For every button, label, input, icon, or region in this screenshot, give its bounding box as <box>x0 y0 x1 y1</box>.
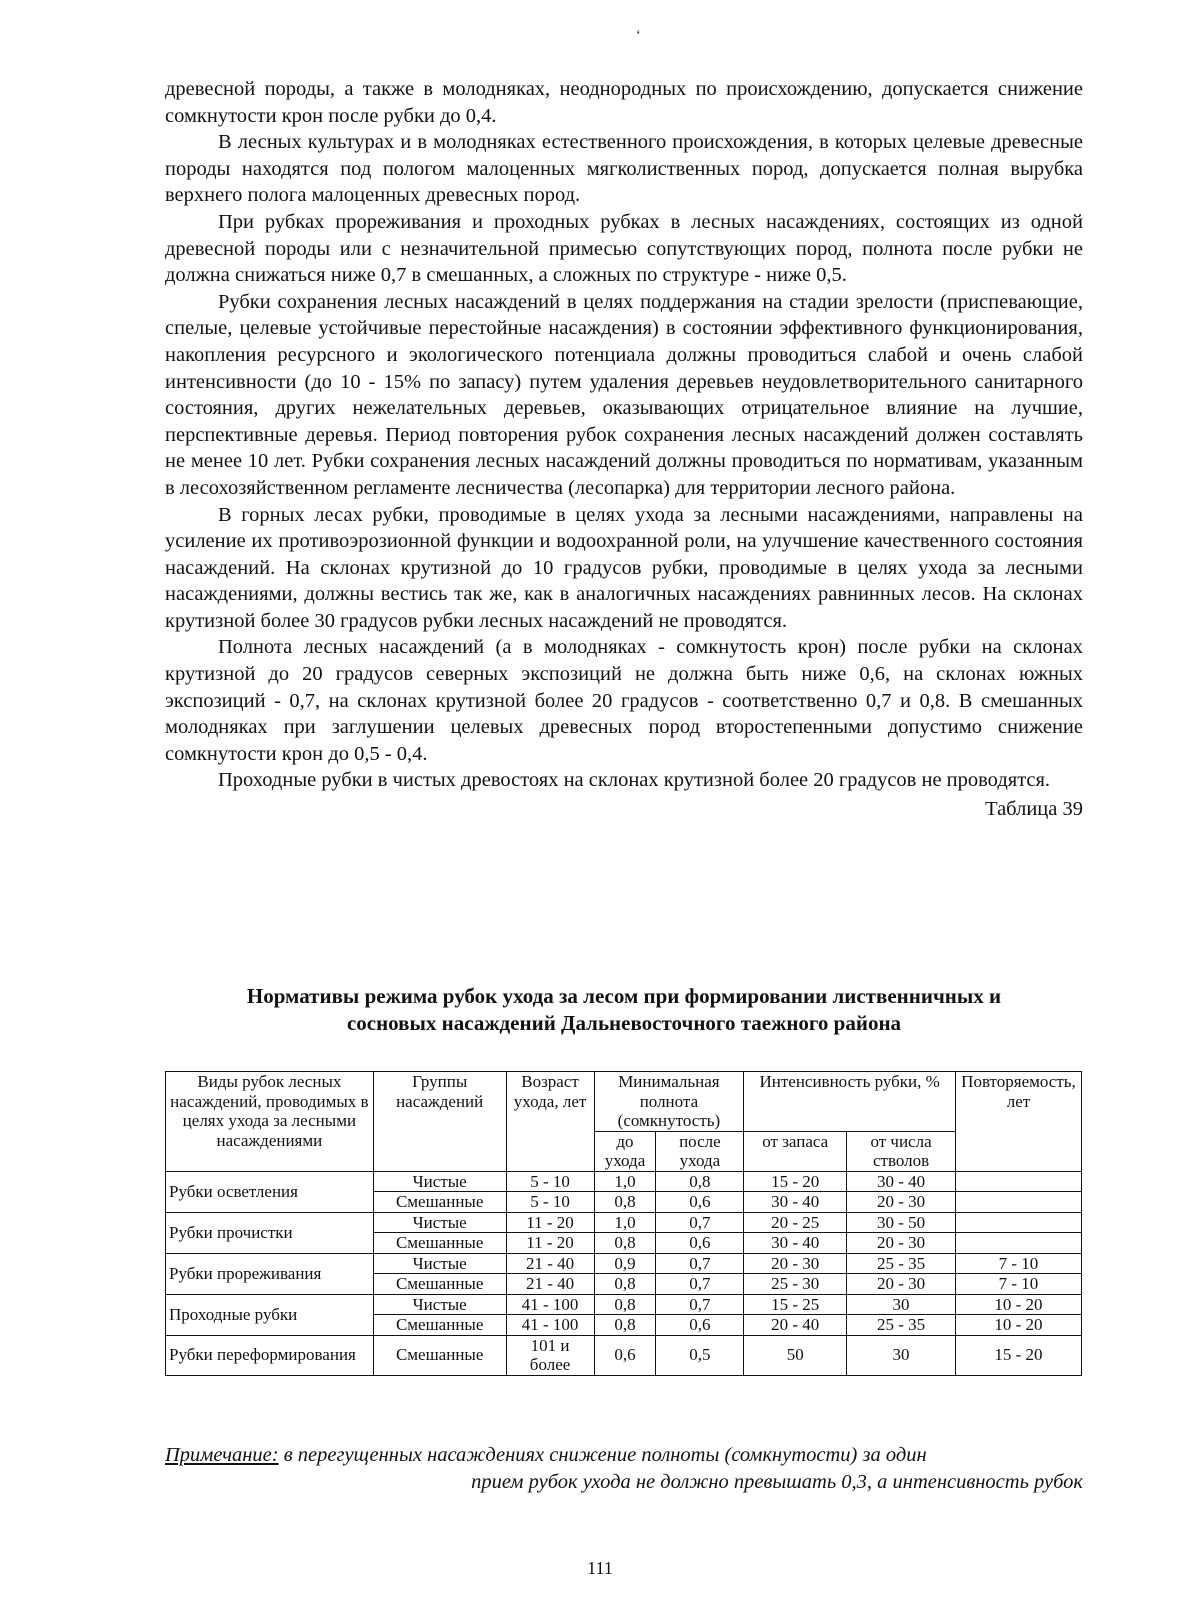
cell-stock: 30 - 40 <box>744 1192 847 1213</box>
paragraph-5: В горных лесах рубки, проводимые в целях ухода за лесными насаждениями, направлены на усиление их противоэрозионной функции и водоохранной роли, на улучшение качественного состояния насаждений. На склонах крутизной до 10 градусов рубки, проводимые в целях ухода за лесными насаждениями, должны вестись так же, как в аналогичных насаждениях равнинных лесов. На склонах крутизной более 30 градусов рубки лесных насаждений не проводятся. <box>165 503 1083 632</box>
header-intensity-stock: от запаса <box>744 1131 847 1171</box>
cell-before: 0,8 <box>594 1274 656 1295</box>
cell-group: Чистые <box>373 1171 506 1192</box>
header-density-before: до ухода <box>594 1131 656 1171</box>
cell-repeat: 7 - 10 <box>955 1274 1081 1295</box>
cell-trunks: 20 - 30 <box>847 1233 956 1254</box>
cut-type-cell: Рубки осветления <box>166 1171 374 1212</box>
cut-type-cell: Рубки прочистки <box>166 1212 374 1253</box>
cell-stock: 20 - 30 <box>744 1253 847 1274</box>
cell-repeat: 15 - 20 <box>955 1335 1081 1375</box>
header-age: Возраст ухода, лет <box>506 1072 594 1172</box>
cell-after: 0,6 <box>656 1233 744 1254</box>
cell-before: 1,0 <box>594 1171 656 1192</box>
cell-repeat <box>955 1233 1081 1254</box>
cell-after: 0,8 <box>656 1171 744 1192</box>
table-title-line-1: Нормативы режима рубок ухода за лесом при формировании лиственничных и <box>246 984 1002 1008</box>
cell-after: 0,6 <box>656 1192 744 1213</box>
header-repeat: Повторяемость, лет <box>955 1072 1081 1172</box>
cell-trunks: 30 <box>847 1294 956 1315</box>
table-row <box>166 1253 1082 1274</box>
cell-stock: 30 - 40 <box>744 1233 847 1254</box>
cell-before: 0,8 <box>594 1294 656 1315</box>
cut-type-cell: Рубки прореживания <box>166 1253 374 1294</box>
cut-type-cell: Рубки переформирования <box>166 1335 374 1375</box>
cell-group: Смешанные <box>373 1335 506 1375</box>
cell-age: 41 - 100 <box>506 1294 594 1315</box>
table-note <box>165 1442 1083 1496</box>
table-row <box>166 1212 1082 1233</box>
paragraph-1: древесной породы, а также в молодняках, неоднородных по происхождению, допускается снижение сомкнутости крон после рубки до 0,4. <box>165 78 1083 127</box>
cell-before: 0,8 <box>594 1315 656 1336</box>
cut-type-cell: Проходные рубки <box>166 1294 374 1335</box>
cell-stock: 20 - 40 <box>744 1315 847 1336</box>
cell-after: 0,7 <box>656 1212 744 1233</box>
table-title-line-2: сосновых насаждений Дальневосточного таежного района <box>346 1011 902 1035</box>
cell-group: Смешанные <box>373 1315 506 1336</box>
cell-age: 5 - 10 <box>506 1171 594 1192</box>
cell-stock: 50 <box>744 1335 847 1375</box>
header-types: Виды рубок лесных насаждений, проводимых в целях ухода за лесными насаждениями <box>166 1072 374 1172</box>
table-title <box>165 983 1083 1037</box>
cell-after: 0,7 <box>656 1253 744 1274</box>
table-header-row-1 <box>166 1072 1082 1132</box>
paragraph-7: Проходные рубки в чистых древостоях на склонах крутизной более 20 градусов не проводятся. <box>218 769 1051 792</box>
cell-after: 0,5 <box>656 1335 744 1375</box>
cell-age: 11 - 20 <box>506 1233 594 1254</box>
cell-age: 41 - 100 <box>506 1315 594 1336</box>
table-number: Таблица 39 <box>985 798 1083 821</box>
header-intensity: Интенсивность рубки, % <box>744 1072 956 1132</box>
table-row <box>166 1294 1082 1315</box>
cell-repeat <box>955 1212 1081 1233</box>
cell-age: 21 - 40 <box>506 1274 594 1295</box>
cell-repeat: 10 - 20 <box>955 1294 1081 1315</box>
cell-group: Чистые <box>373 1253 506 1274</box>
paragraph-6: Полнота лесных насаждений (а в молодняках - сомкнутость крон) после рубки на склонах крутизной до 20 градусов северных экспозиций не должна быть ниже 0,6, на склонах южных экспозиций - 0,7, на склонах крутизной более 20 градусов - соответственно 0,7 и 0,8. В смешанных молодняках при заглушении целевых древесных пород второстепенными допустимо снижение сомкнутости крон до 0,5 - 0,4. <box>165 636 1083 765</box>
cell-trunks: 20 - 30 <box>847 1274 956 1295</box>
cell-repeat: 7 - 10 <box>955 1253 1081 1274</box>
cell-group: Смешанные <box>373 1192 506 1213</box>
cell-group: Чистые <box>373 1212 506 1233</box>
note-line-2: прием рубок ухода не должно превышать 0,3, а интенсивность рубок <box>471 1471 1083 1493</box>
cell-before: 1,0 <box>594 1212 656 1233</box>
cell-trunks: 25 - 35 <box>847 1253 956 1274</box>
cell-trunks: 30 <box>847 1335 956 1375</box>
cell-before: 0,6 <box>594 1335 656 1375</box>
page-number: 111 <box>587 1558 613 1578</box>
cell-before: 0,8 <box>594 1233 656 1254</box>
table-row <box>166 1171 1082 1192</box>
table-row <box>166 1335 1082 1375</box>
cell-repeat <box>955 1171 1081 1192</box>
note-label: Примечание: <box>165 1444 279 1466</box>
norms-table <box>165 1071 1082 1376</box>
body-text <box>165 76 1083 823</box>
cell-trunks: 25 - 35 <box>847 1315 956 1336</box>
header-density-after: после ухода <box>656 1131 744 1171</box>
header-density: Минимальная полнота (сомкнутость) <box>594 1072 744 1132</box>
cell-group: Смешанные <box>373 1274 506 1295</box>
cell-repeat: 10 - 20 <box>955 1315 1081 1336</box>
cell-trunks: 30 - 50 <box>847 1212 956 1233</box>
cell-age: 5 - 10 <box>506 1192 594 1213</box>
paragraph-2: В лесных культурах и в молодняках естественного происхождения, в которых целевые древесные породы находятся под пологом малоценных мягколиственных пород, допускается полная вырубка верхнего полога малоценных древесных пород. <box>165 131 1083 207</box>
cell-age: 11 - 20 <box>506 1212 594 1233</box>
header-groups: Группы насаждений <box>373 1072 506 1172</box>
cell-age: 101 и более <box>506 1335 594 1375</box>
cell-stock: 15 - 20 <box>744 1171 847 1192</box>
cell-before: 0,9 <box>594 1253 656 1274</box>
cell-stock: 25 - 30 <box>744 1274 847 1295</box>
cell-trunks: 30 - 40 <box>847 1171 956 1192</box>
paragraph-3: При рубках прореживания и проходных рубках в лесных насаждениях, состоящих из одной древесной породы или с незначительной примесью сопутствующих пород, полнота после рубки не должна снижаться ниже 0,7 в смешанных, а сложных по структуре - ниже 0,5. <box>165 210 1083 287</box>
header-intensity-trunks: от числа стволов <box>847 1131 956 1171</box>
paragraph-4: Рубки сохранения лесных насаждений в целях поддержания на стадии зрелости (приспевающие, спелые, целевые устойчивые перестойные насаждения) в состоянии эффективного функционирования, накопления ресурсного и экологического потенциала должны проводиться слабой и очень слабой интенсивности (до 10 - 15% по запасу) путем удаления деревьев неудовлетворительного санитарного состояния, других нежелательных деревьев, оказывающих отрицательное влияние на лучшие, перспективные деревья. Период повторения рубок сохранения лесных насаждений должен составлять не менее 10 лет. Рубки сохранения лесных насаждений должны проводиться по нормативам, указанным в лесохозяйственном регламенте лесничества (лесопарка) для территории лесного района. <box>165 290 1083 499</box>
cell-stock: 15 - 25 <box>744 1294 847 1315</box>
scan-mark: ‘ <box>636 28 641 43</box>
cell-age: 21 - 40 <box>506 1253 594 1274</box>
cell-after: 0,7 <box>656 1294 744 1315</box>
cell-trunks: 20 - 30 <box>847 1192 956 1213</box>
cell-group: Чистые <box>373 1294 506 1315</box>
cell-before: 0,8 <box>594 1192 656 1213</box>
cell-group: Смешанные <box>373 1233 506 1254</box>
cell-stock: 20 - 25 <box>744 1212 847 1233</box>
cell-after: 0,6 <box>656 1315 744 1336</box>
cell-after: 0,7 <box>656 1274 744 1295</box>
note-line-1: в перегущенных насаждениях снижение полноты (сомкнутости) за один <box>278 1444 927 1466</box>
cell-repeat <box>955 1192 1081 1213</box>
